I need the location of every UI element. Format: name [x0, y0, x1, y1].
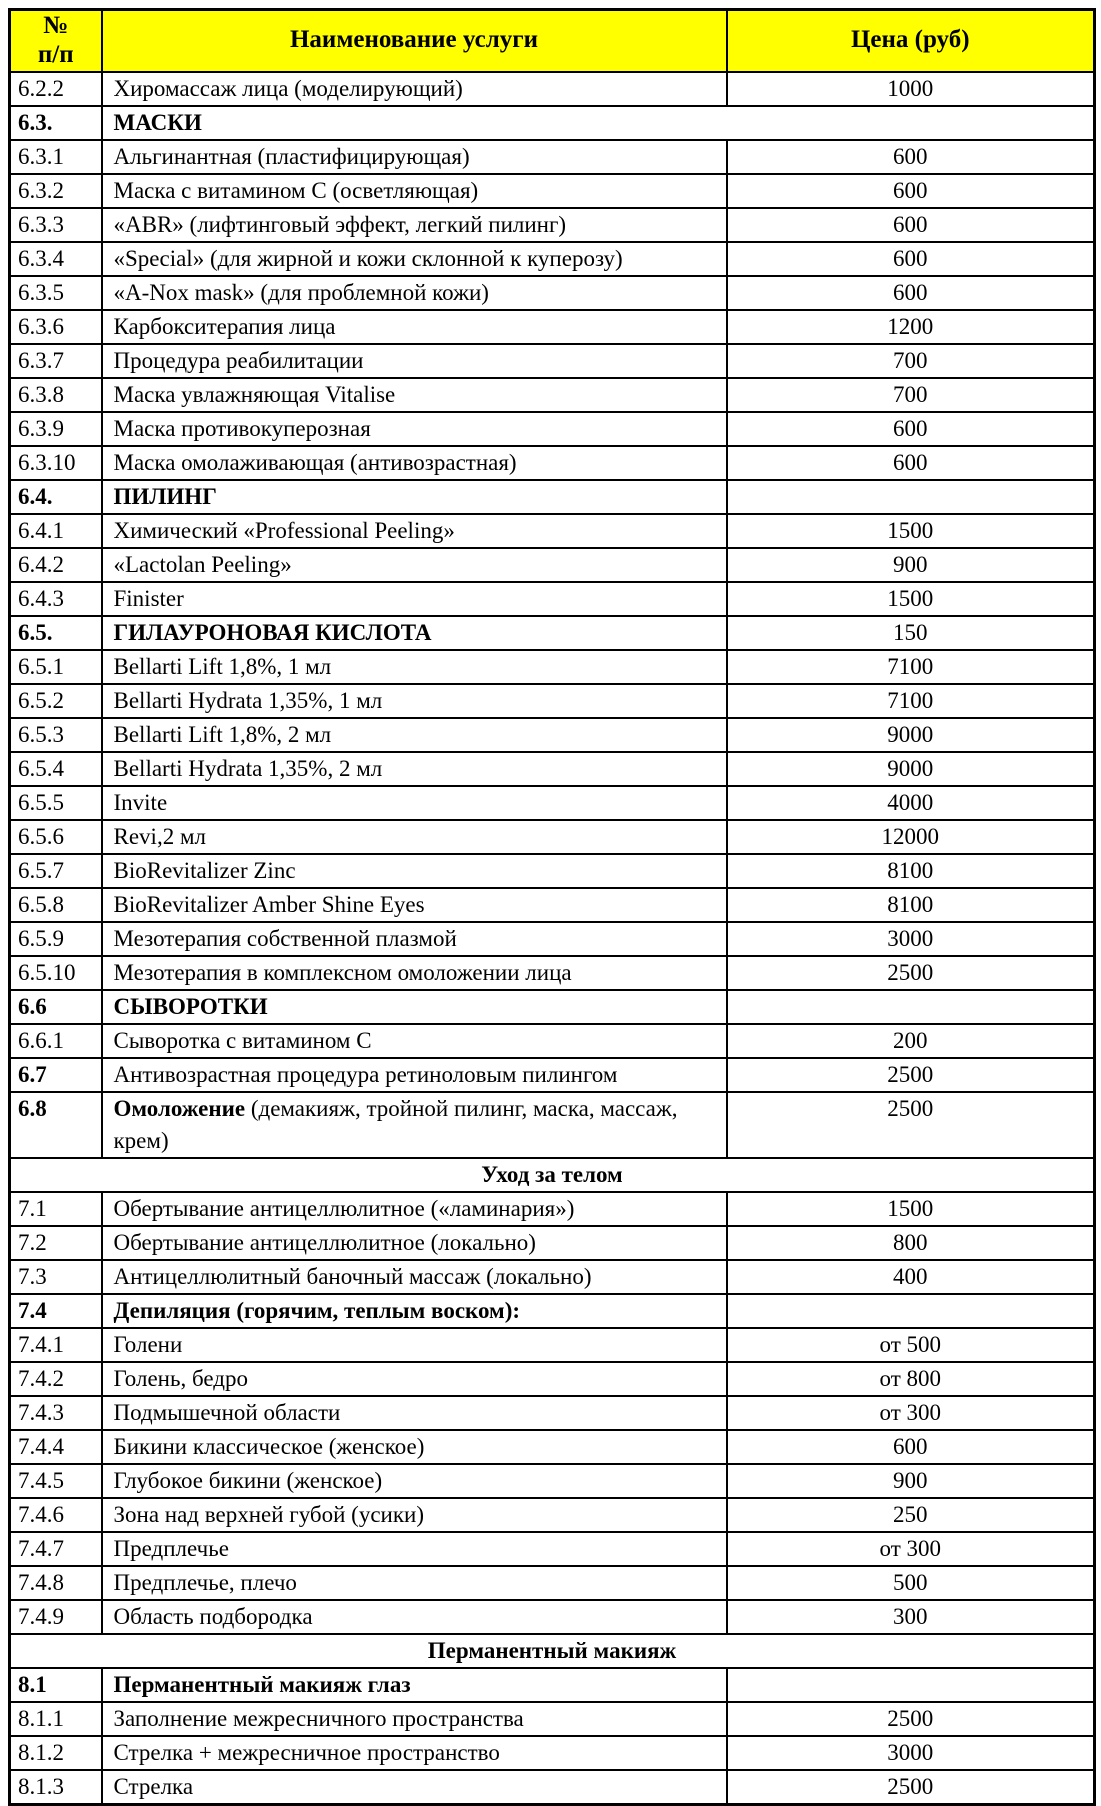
- service-price: 7100: [727, 650, 1095, 684]
- row-number: 6.5.6: [10, 820, 102, 854]
- section-row: [10, 106, 1095, 140]
- service-name: Антицеллюлитный баночный массаж (локально): [102, 1260, 727, 1294]
- service-name: СЫВОРОТКИ: [102, 990, 727, 1024]
- service-name: Подмышечной области: [102, 1396, 727, 1430]
- table-row: [10, 242, 1095, 276]
- service-name: Стрелка: [102, 1770, 727, 1805]
- service-price: 1000: [727, 72, 1095, 106]
- table-row: [10, 1702, 1095, 1736]
- service-name: Мезотерапия в комплексном омоложении лица: [102, 956, 727, 990]
- price-table: [8, 8, 1096, 1806]
- service-price: 150: [727, 616, 1095, 650]
- service-name: Finister: [102, 582, 727, 616]
- service-name: МАСКИ: [102, 106, 1095, 140]
- row-number: 7.4.1: [10, 1328, 102, 1362]
- table-row: [10, 752, 1095, 786]
- service-name: Стрелка + межресничное пространство: [102, 1736, 727, 1770]
- row-number: 7.3: [10, 1260, 102, 1294]
- service-price: 2500: [727, 1770, 1095, 1805]
- service-name: Bellarti Hydrata 1,35%, 1 мл: [102, 684, 727, 718]
- row-number: 7.4.9: [10, 1600, 102, 1634]
- table-row: [10, 650, 1095, 684]
- service-name: BioRevitalizer Amber Shine Eyes: [102, 888, 727, 922]
- col-header-number: [10, 10, 102, 72]
- service-price: от 300: [727, 1396, 1095, 1430]
- table-row: [10, 1498, 1095, 1532]
- service-price: от 800: [727, 1362, 1095, 1396]
- service-name: Маска увлажняющая Vitalise: [102, 378, 727, 412]
- row-number: 8.1.1: [10, 1702, 102, 1736]
- service-price: 900: [727, 548, 1095, 582]
- table-row: [10, 1192, 1095, 1226]
- service-price: 600: [727, 140, 1095, 174]
- service-name: Invite: [102, 786, 727, 820]
- service-name: Предплечье: [102, 1532, 727, 1566]
- row-number: 6.7: [10, 1058, 102, 1092]
- service-name: «Special» (для жирной и кожи склонной к куперозу): [102, 242, 727, 276]
- table-row: [10, 922, 1095, 956]
- table-row: [10, 1396, 1095, 1430]
- table-row: [10, 956, 1095, 990]
- table-row: [10, 1736, 1095, 1770]
- row-number: 7.4.4: [10, 1430, 102, 1464]
- service-price: 300: [727, 1600, 1095, 1634]
- service-price: 600: [727, 242, 1095, 276]
- row-number: 7.1: [10, 1192, 102, 1226]
- service-name: «A-Nox mask» (для проблемной кожи): [102, 276, 727, 310]
- row-number: 6.4.2: [10, 548, 102, 582]
- group-title: Перманентный макияж: [10, 1634, 1095, 1668]
- service-price: [727, 990, 1095, 1024]
- row-number: 7.4: [10, 1294, 102, 1328]
- row-number: 6.5.4: [10, 752, 102, 786]
- service-price: 200: [727, 1024, 1095, 1058]
- service-name: Маска с витамином С (осветляющая): [102, 174, 727, 208]
- col-header-service-name: Наименование услуги: [102, 10, 727, 72]
- service-price: 1500: [727, 1192, 1095, 1226]
- service-price: 1500: [727, 582, 1095, 616]
- row-number: 7.2: [10, 1226, 102, 1260]
- service-name: Маска омолаживающая (антивозрастная): [102, 446, 727, 480]
- price-table-body: [10, 72, 1095, 1805]
- row-number: 7.4.5: [10, 1464, 102, 1498]
- service-name: «ABR» (лифтинговый эффект, легкий пилинг): [102, 208, 727, 242]
- col-header-price: Цена (руб): [727, 10, 1095, 72]
- service-name: BioRevitalizer Zinc: [102, 854, 727, 888]
- row-number: 6.3.1: [10, 140, 102, 174]
- row-number: 6.3.9: [10, 412, 102, 446]
- service-name: Антивозрастная процедура ретиноловым пилингом: [102, 1058, 727, 1092]
- section-row: [10, 1668, 1095, 1702]
- row-number: 6.3.2: [10, 174, 102, 208]
- service-name: Заполнение межресничного пространства: [102, 1702, 727, 1736]
- service-name: «Lactolan Peeling»: [102, 548, 727, 582]
- service-price: 900: [727, 1464, 1095, 1498]
- table-row: [10, 378, 1095, 412]
- service-price: от 300: [727, 1532, 1095, 1566]
- col-header-number-line2: п/п: [37, 40, 74, 68]
- col-header-number-line1: №: [43, 12, 69, 39]
- service-price: [727, 1294, 1095, 1328]
- table-row: [10, 276, 1095, 310]
- row-number: 6.5.9: [10, 922, 102, 956]
- service-price: 600: [727, 276, 1095, 310]
- header-row: [10, 10, 1095, 72]
- service-price: от 500: [727, 1328, 1095, 1362]
- row-number: 7.4.8: [10, 1566, 102, 1600]
- table-row: [10, 1092, 1095, 1158]
- row-number: 6.3.7: [10, 344, 102, 378]
- table-row: [10, 1532, 1095, 1566]
- price-table-header: [10, 10, 1095, 72]
- table-row: [10, 310, 1095, 344]
- table-row: [10, 1362, 1095, 1396]
- service-name: Химический «Professional Peeling»: [102, 514, 727, 548]
- table-row: [10, 684, 1095, 718]
- service-price: 1500: [727, 514, 1095, 548]
- table-row: [10, 514, 1095, 548]
- table-row: [10, 1464, 1095, 1498]
- table-row: [10, 1600, 1095, 1634]
- row-number: 6.3.5: [10, 276, 102, 310]
- table-row: [10, 820, 1095, 854]
- service-price: 7100: [727, 684, 1095, 718]
- row-number: 8.1: [10, 1668, 102, 1702]
- service-price: 600: [727, 208, 1095, 242]
- table-row: [10, 1328, 1095, 1362]
- row-number: 6.5.1: [10, 650, 102, 684]
- service-name: Бикини классическое (женское): [102, 1430, 727, 1464]
- service-name: Revi,2 мл: [102, 820, 727, 854]
- row-number: 7.4.6: [10, 1498, 102, 1532]
- service-name: Сыворотка с витамином С: [102, 1024, 727, 1058]
- row-number: 7.4.7: [10, 1532, 102, 1566]
- service-name: Предплечье, плечо: [102, 1566, 727, 1600]
- row-number: 6.4.3: [10, 582, 102, 616]
- service-price: 800: [727, 1226, 1095, 1260]
- table-row: [10, 1260, 1095, 1294]
- service-name: Хиромассаж лица (моделирующий): [102, 72, 727, 106]
- table-row: [10, 140, 1095, 174]
- table-row: [10, 854, 1095, 888]
- row-number: 6.4.1: [10, 514, 102, 548]
- service-name: Маска противокуперозная: [102, 412, 727, 446]
- table-row: [10, 344, 1095, 378]
- row-number: 8.1.3: [10, 1770, 102, 1805]
- table-row: [10, 1770, 1095, 1805]
- service-name: Bellarti Lift 1,8%, 1 мл: [102, 650, 727, 684]
- service-price: 1200: [727, 310, 1095, 344]
- service-price: 600: [727, 412, 1095, 446]
- service-price: 250: [727, 1498, 1095, 1532]
- group-title: Уход за телом: [10, 1158, 1095, 1192]
- service-name: Депиляция (горячим, теплым воском):: [102, 1294, 727, 1328]
- row-number: 8.1.2: [10, 1736, 102, 1770]
- service-name: Альгинантная (пластифицирующая): [102, 140, 727, 174]
- group-header-row: [10, 1158, 1095, 1192]
- table-row: [10, 1024, 1095, 1058]
- service-name: Мезотерапия собственной плазмой: [102, 922, 727, 956]
- service-price: 600: [727, 174, 1095, 208]
- service-price: [727, 480, 1095, 514]
- row-number: 6.6: [10, 990, 102, 1024]
- service-price: 3000: [727, 922, 1095, 956]
- table-row: [10, 174, 1095, 208]
- row-number: 6.3.3: [10, 208, 102, 242]
- table-row: [10, 412, 1095, 446]
- service-name: Обертывание антицеллюлитное («ламинария»): [102, 1192, 727, 1226]
- service-price: 9000: [727, 752, 1095, 786]
- service-price: 2500: [727, 1092, 1095, 1158]
- row-number: 7.4.2: [10, 1362, 102, 1396]
- row-number: 6.5.7: [10, 854, 102, 888]
- service-price: 8100: [727, 854, 1095, 888]
- service-name: Обертывание антицеллюлитное (локально): [102, 1226, 727, 1260]
- section-row: [10, 616, 1095, 650]
- table-row: [10, 718, 1095, 752]
- service-name: Область подбородка: [102, 1600, 727, 1634]
- table-row: [10, 1566, 1095, 1600]
- group-header-row: [10, 1634, 1095, 1668]
- row-number: 6.4.: [10, 480, 102, 514]
- service-price: 12000: [727, 820, 1095, 854]
- service-name: Голень, бедро: [102, 1362, 727, 1396]
- table-row: [10, 1058, 1095, 1092]
- service-name: ГИЛАУРОНОВАЯ КИСЛОТА: [102, 616, 727, 650]
- row-number: 6.2.2: [10, 72, 102, 106]
- service-price: 700: [727, 378, 1095, 412]
- table-row: [10, 548, 1095, 582]
- table-row: [10, 1430, 1095, 1464]
- table-row: [10, 786, 1095, 820]
- table-row: [10, 72, 1095, 106]
- row-number: 6.5.10: [10, 956, 102, 990]
- service-price: 600: [727, 446, 1095, 480]
- service-price: [727, 1668, 1095, 1702]
- section-row: [10, 1294, 1095, 1328]
- row-number: 6.3.: [10, 106, 102, 140]
- table-row: [10, 1226, 1095, 1260]
- row-number: 6.5.: [10, 616, 102, 650]
- row-number: 6.5.3: [10, 718, 102, 752]
- service-name-bold: Омоложение: [113, 1095, 246, 1121]
- row-number: 7.4.3: [10, 1396, 102, 1430]
- section-row: [10, 480, 1095, 514]
- row-number: 6.8: [10, 1092, 102, 1158]
- row-number: 6.5.2: [10, 684, 102, 718]
- row-number: 6.3.10: [10, 446, 102, 480]
- table-row: [10, 582, 1095, 616]
- service-price: 9000: [727, 718, 1095, 752]
- row-number: 6.5.5: [10, 786, 102, 820]
- service-name: Перманентный макияж глаз: [102, 1668, 727, 1702]
- service-name: Голени: [102, 1328, 727, 1362]
- row-number: 6.3.4: [10, 242, 102, 276]
- service-price: 2500: [727, 956, 1095, 990]
- table-row: [10, 446, 1095, 480]
- row-number: 6.3.6: [10, 310, 102, 344]
- service-name: Омоложение (демакияж, тройной пилинг, маска, массаж, крем): [102, 1092, 727, 1158]
- service-name: Зона над верхней губой (усики): [102, 1498, 727, 1532]
- service-name: ПИЛИНГ: [102, 480, 727, 514]
- service-name: Bellarti Hydrata 1,35%, 2 мл: [102, 752, 727, 786]
- row-number: 6.6.1: [10, 1024, 102, 1058]
- section-row: [10, 990, 1095, 1024]
- service-price: 3000: [727, 1736, 1095, 1770]
- service-price: 4000: [727, 786, 1095, 820]
- service-price: 400: [727, 1260, 1095, 1294]
- service-price: 2500: [727, 1702, 1095, 1736]
- service-name: Bellarti Lift 1,8%, 2 мл: [102, 718, 727, 752]
- service-name: Глубокое бикини (женское): [102, 1464, 727, 1498]
- service-price: 8100: [727, 888, 1095, 922]
- table-row: [10, 208, 1095, 242]
- row-number: 6.5.8: [10, 888, 102, 922]
- row-number: 6.3.8: [10, 378, 102, 412]
- service-name: Процедура реабилитации: [102, 344, 727, 378]
- service-price: 600: [727, 1430, 1095, 1464]
- service-name: Карбокситерапия лица: [102, 310, 727, 344]
- service-price: 2500: [727, 1058, 1095, 1092]
- service-price: 700: [727, 344, 1095, 378]
- service-price: 500: [727, 1566, 1095, 1600]
- table-row: [10, 888, 1095, 922]
